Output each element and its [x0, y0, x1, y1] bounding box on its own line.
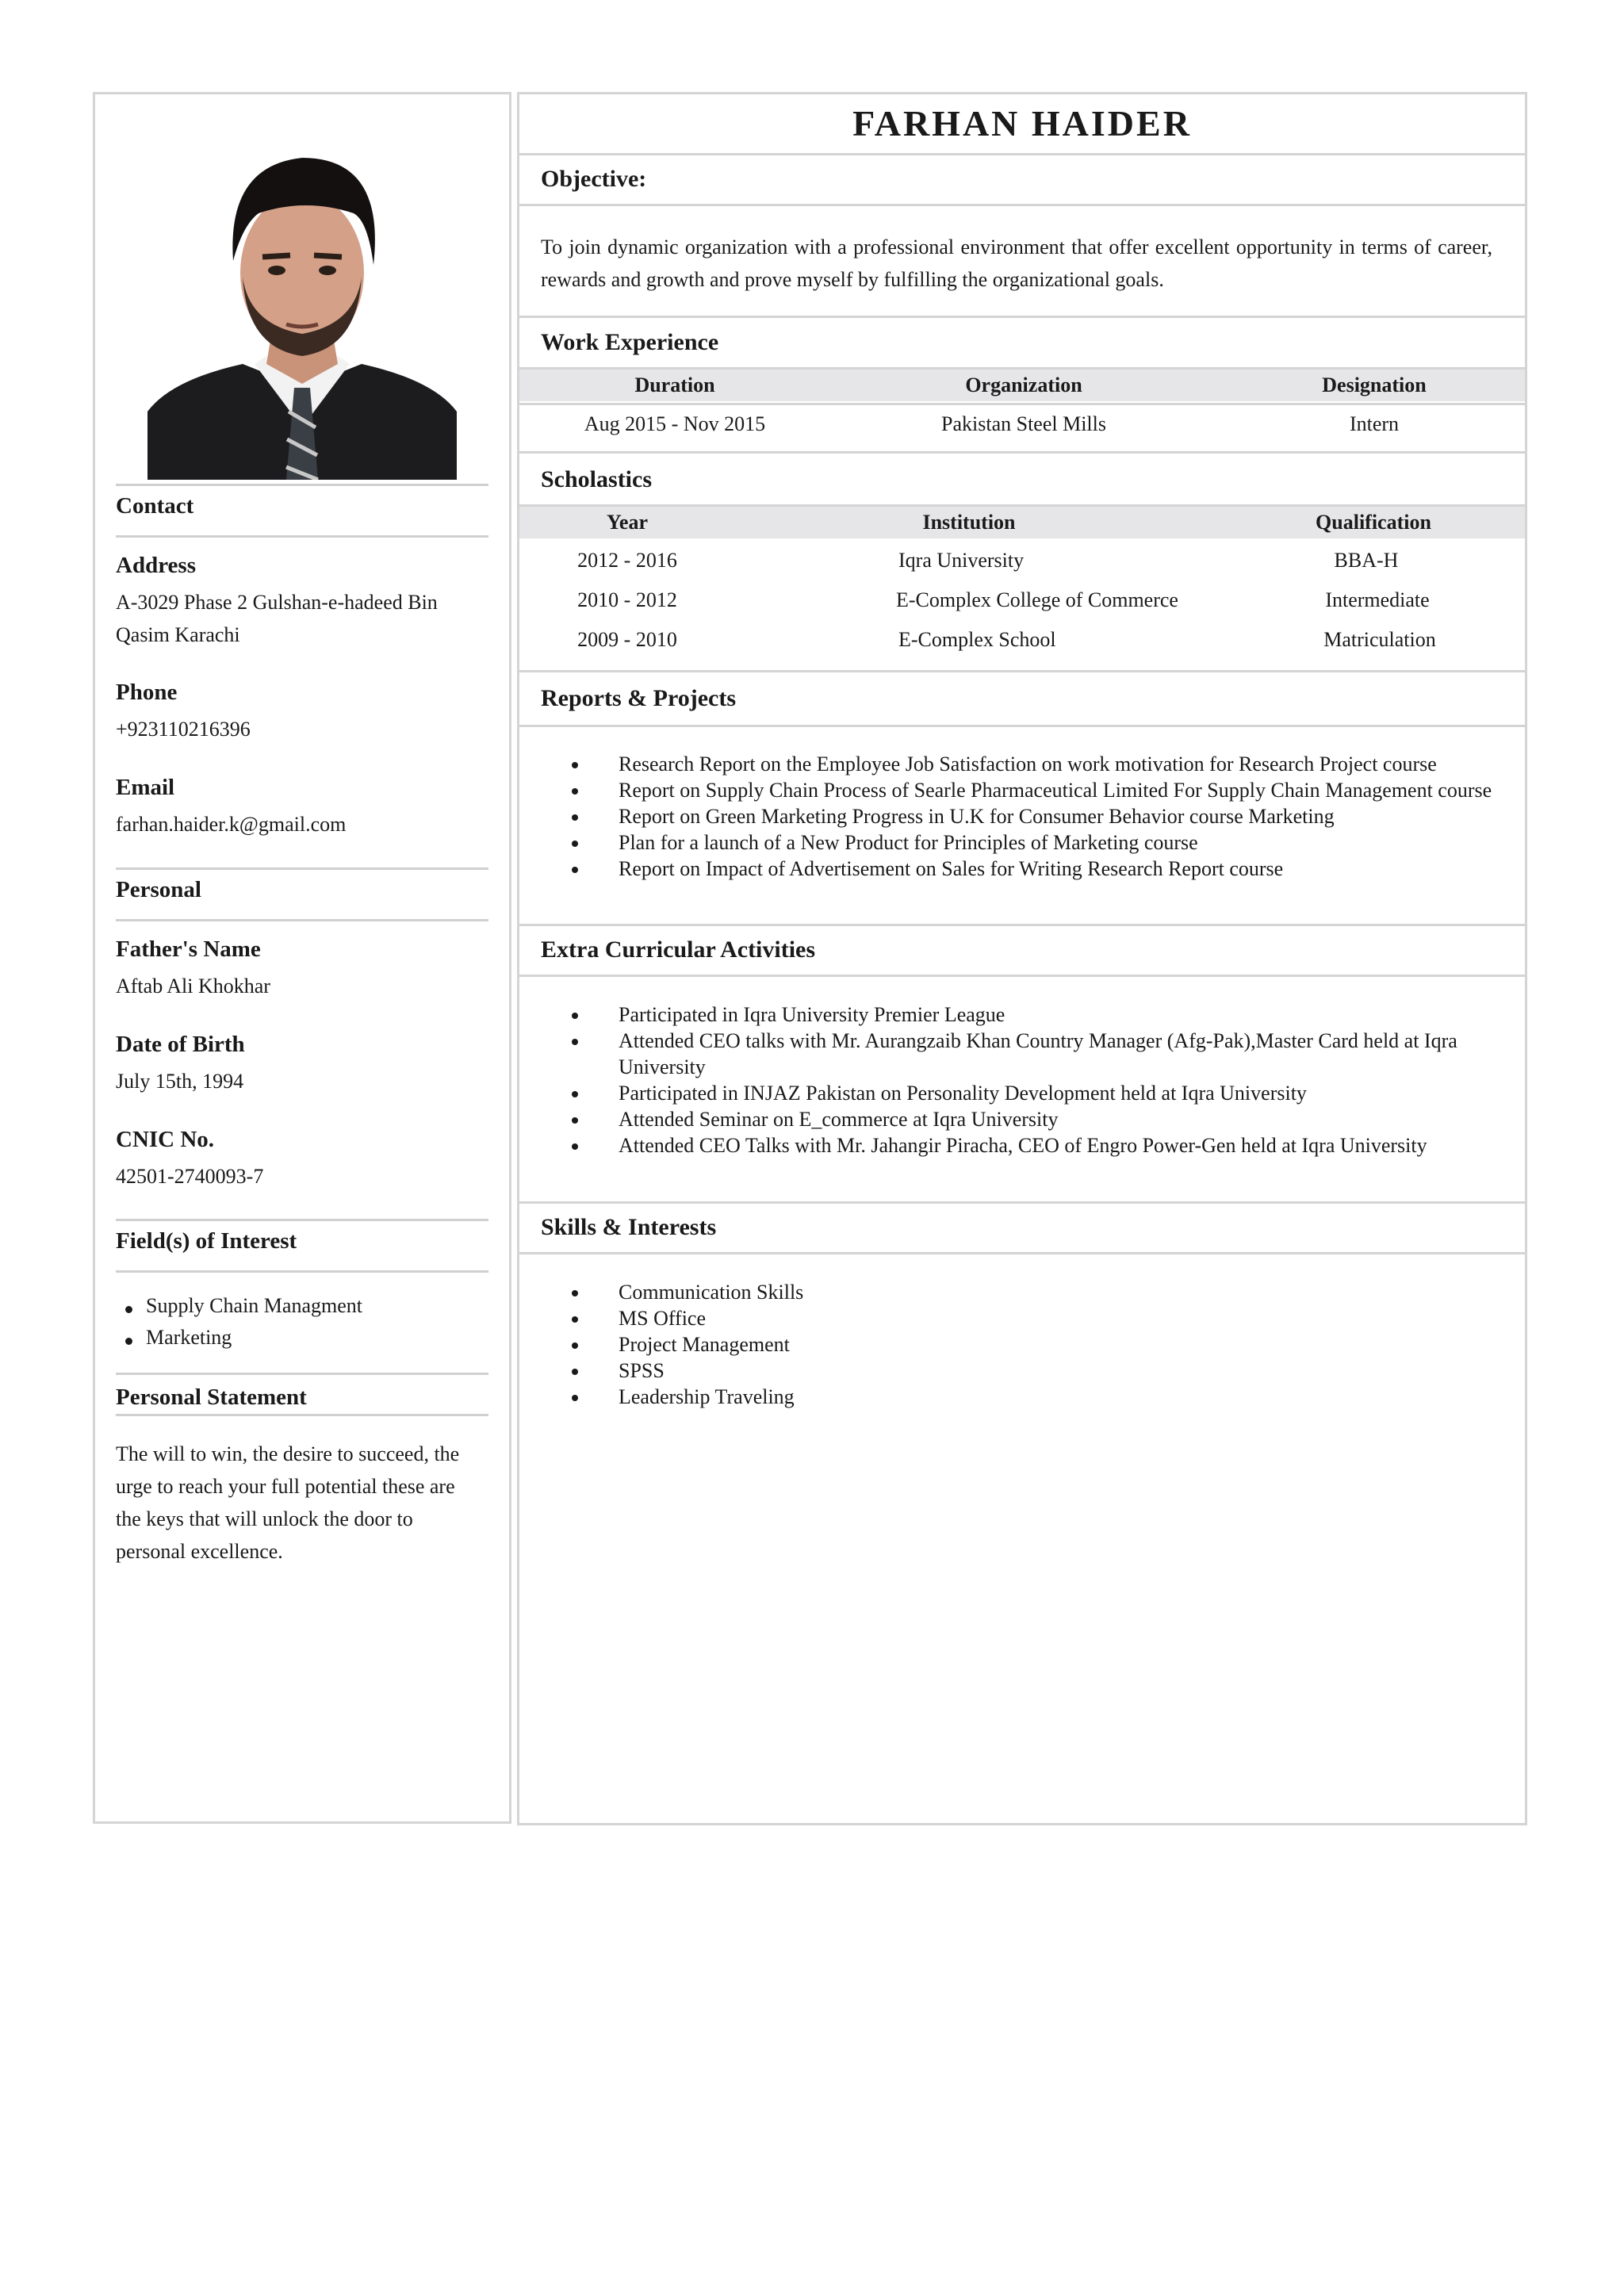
statement-heading: Personal Statement: [116, 1384, 307, 1410]
table-cell: E-Complex School: [898, 628, 1056, 651]
divider: [519, 403, 1525, 405]
list-item: Communication Skills: [567, 1279, 1526, 1305]
column-header: Designation: [1322, 373, 1427, 396]
column-header: Organization: [965, 373, 1082, 396]
divider: [519, 670, 1525, 672]
divider: [519, 204, 1525, 206]
divider: [116, 1373, 488, 1375]
table-cell: Pakistan Steel Mills: [941, 412, 1106, 435]
list-item: Marketing: [122, 1322, 362, 1354]
scholastics-table-header: [519, 507, 1525, 538]
divider: [116, 1270, 488, 1273]
list-item: Attended CEO talks with Mr. Aurangzaib Khan Country Manager (Afg-Pak),Master Card held at Iqra University: [567, 1028, 1526, 1080]
skills-list: [567, 1279, 1526, 1410]
table-cell: Aug 2015 - Nov 2015: [584, 412, 766, 435]
divider: [519, 725, 1525, 727]
interest-list: [122, 1290, 362, 1354]
table-cell: Iqra University: [898, 549, 1025, 572]
table-cell: 2010 - 2012: [577, 588, 677, 611]
list-item: MS Office: [567, 1305, 1526, 1331]
table-cell: Intern: [1349, 412, 1400, 435]
divider: [116, 484, 488, 486]
list-item: Report on Green Marketing Progress in U.K for Consumer Behavior course Marketing: [567, 803, 1526, 829]
list-item: Plan for a launch of a New Product for Principles of Marketing course: [567, 829, 1526, 856]
sidebar-panel: [93, 92, 511, 1824]
extra-list: [567, 1001, 1526, 1158]
list-item: Attended CEO Talks with Mr. Jahangir Piracha, CEO of Engro Power-Gen held at Iqra University: [567, 1132, 1526, 1158]
phone-label: Phone: [116, 680, 178, 705]
reports-heading: Reports & Projects: [541, 685, 737, 711]
list-item: Participated in Iqra University Premier League: [567, 1001, 1526, 1028]
dob-value: July 15th, 1994: [116, 1070, 244, 1093]
table-cell: 2009 - 2010: [577, 628, 677, 651]
profile-photo: [147, 126, 457, 480]
divider: [519, 975, 1525, 977]
divider: [116, 1219, 488, 1221]
work-heading: Work Experience: [541, 329, 719, 355]
address-value: A-3029 Phase 2 Gulshan-e-hadeed Bin Qasim Karachi: [116, 591, 438, 646]
email-value[interactable]: farhan.haider.k@gmail.com: [116, 813, 347, 836]
cnic-label: CNIC No.: [116, 1127, 215, 1152]
phone-value: +923110216396: [116, 718, 251, 741]
address-label: Address: [116, 553, 196, 578]
list-item: Report on Supply Chain Process of Searle Pharmaceutical Limited For Supply Chain Management course: [567, 777, 1526, 803]
email-label: Email: [116, 775, 175, 800]
divider: [116, 919, 488, 921]
table-cell: BBA-H: [1334, 549, 1399, 572]
divider: [519, 316, 1525, 318]
divider: [519, 924, 1525, 926]
table-cell: Intermediate: [1325, 588, 1430, 611]
list-item: Attended Seminar on E_commerce at Iqra University: [567, 1106, 1526, 1132]
divider: [116, 1414, 488, 1416]
list-item: SPSS: [567, 1358, 1526, 1384]
dob-label: Date of Birth: [116, 1032, 245, 1057]
personal-heading: Personal: [116, 877, 201, 902]
divider: [519, 1201, 1525, 1204]
reports-list: [567, 751, 1526, 882]
father-name-label: Father's Name: [116, 936, 261, 962]
scholastics-heading: Scholastics: [541, 466, 653, 492]
divider: [116, 535, 488, 538]
table-cell: Matriculation: [1323, 628, 1436, 651]
column-header: Institution: [922, 511, 1016, 534]
list-item: Project Management: [567, 1331, 1526, 1358]
cnic-value: 42501-2740093-7: [116, 1165, 264, 1188]
objective-heading: Objective:: [541, 166, 647, 192]
list-item: Supply Chain Managment: [122, 1290, 362, 1322]
table-cell: 2012 - 2016: [577, 549, 677, 572]
personal-statement: The will to win, the desire to succeed, the urge to reach your full potential these are the keys that will unlock the door to personal excellence.: [116, 1442, 460, 1563]
contact-heading: Contact: [116, 493, 194, 519]
table-cell: E-Complex College of Commerce: [896, 588, 1178, 611]
candidate-name: FARHAN HAIDER: [852, 103, 1192, 144]
list-item: Report on Impact of Advertisement on Sales for Writing Research Report course: [567, 856, 1526, 882]
objective-text: To join dynamic organization with a professional environment that offer excellent opportunity in terms of career, rewards and growth and prove myself by fulfilling the organizational goals.: [541, 236, 1492, 291]
column-header: Duration: [634, 373, 715, 396]
skills-heading: Skills & Interests: [541, 1214, 717, 1240]
list-item: Leadership Traveling: [567, 1384, 1526, 1410]
divider: [519, 1252, 1525, 1254]
list-item: Participated in INJAZ Pakistan on Personality Development held at Iqra University: [567, 1080, 1526, 1106]
divider: [519, 153, 1525, 155]
father-name-value: Aftab Ali Khokhar: [116, 975, 270, 998]
column-header: Year: [607, 511, 648, 534]
interest-heading: Field(s) of Interest: [116, 1228, 297, 1254]
divider: [116, 867, 488, 870]
extra-heading: Extra Curricular Activities: [541, 936, 816, 963]
divider: [519, 451, 1525, 454]
list-item: Research Report on the Employee Job Satisfaction on work motivation for Research Project course: [567, 751, 1526, 777]
work-table-header: [519, 370, 1525, 401]
column-header: Qualification: [1316, 511, 1431, 534]
main-panel: [517, 92, 1527, 1825]
